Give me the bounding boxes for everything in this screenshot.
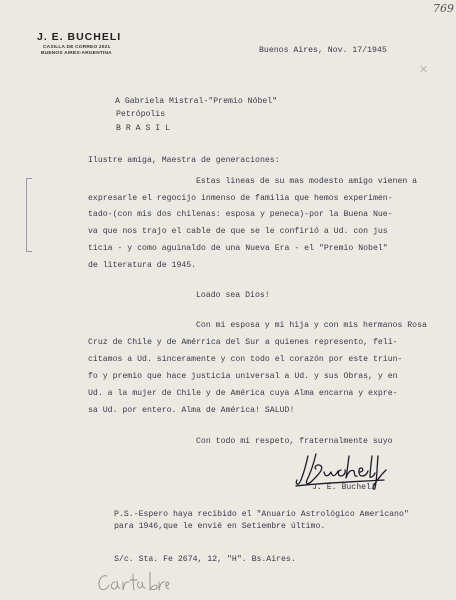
recipient-line-2: Petrópolis <box>116 110 166 119</box>
letterhead-po-box: CASILLA DE CORREO 2021 <box>43 45 111 50</box>
postscript-line-2: para 1946,que le envié en Setiembre último. <box>114 522 326 531</box>
letterhead-city: BUENOS AIRES-ARGENTINA <box>41 51 112 56</box>
paragraph1-line-1: Estas lineas de su mas modesto amigo vienen a <box>196 177 418 186</box>
paragraph1-line-3: tado-(con mis dos chilenas: esposa y peneca)-por la Buena Nue- <box>88 210 393 219</box>
letterhead-name: J. E. BUCHELI <box>37 31 122 43</box>
postscript-line-1: P.S.-Espero haya recibido el "Anuario Astrológico Americano" <box>114 510 409 519</box>
exclamation: Loado sea Dios! <box>196 291 270 300</box>
paragraph1-line-5: ticia - y como aguinaldo de una Nueva Era - el "Premio Nobel" <box>88 244 388 253</box>
sender-address: S/c. Sta. Fe 2674, 12, "H". Bs.Aires. <box>114 555 296 564</box>
salutation: Ilustre amiga, Maestra de generaciones: <box>88 156 280 165</box>
archive-number: 769 <box>433 2 454 15</box>
paragraph2-line-6: sa Ud. por entero. Alma de América! SALUD! <box>88 406 295 415</box>
paragraph1-line-4: va que nos trajo el cable de que se le confirió a Ud. con jus <box>88 227 388 236</box>
signature-name: J. E. Bucheli <box>312 483 376 492</box>
paragraph2-line-3: citamos a Ud. sinceramente y con todo el corazón por este triun- <box>88 355 403 364</box>
pencil-cross-mark: ✕ <box>419 63 429 76</box>
closing: Con todo mi respeto, fraternalmente suyo <box>196 437 393 446</box>
pencil-annotation <box>95 568 170 596</box>
paragraph1-line-2: expresarle el regocijo inmenso de familia que hemos experimen- <box>88 194 393 203</box>
paragraph2-line-4: fo y premio que hace justicia universal a Ud. y sus Obras, y en <box>88 372 398 381</box>
paragraph2-line-1: Con mi esposa y mi hija y con mis hermanos Rosa <box>196 321 427 330</box>
margin-bracket <box>26 178 32 252</box>
paragraph2-line-5: Ud. a la mujer de Chile y de América cuya Alma encarna y expre- <box>88 389 398 398</box>
date-line: Buenos Aires, Nov. 17/1945 <box>259 46 387 55</box>
recipient-line-1: A Gabriela Mistral-"Premio Nóbel" <box>115 97 278 106</box>
paragraph2-line-2: Cruz de Chile y de Amérrica del Sur a quienes represento, feli- <box>88 338 398 347</box>
paragraph1-line-6: de literatura de 1945. <box>88 261 197 270</box>
recipient-line-3: B R A S I L <box>116 124 171 133</box>
